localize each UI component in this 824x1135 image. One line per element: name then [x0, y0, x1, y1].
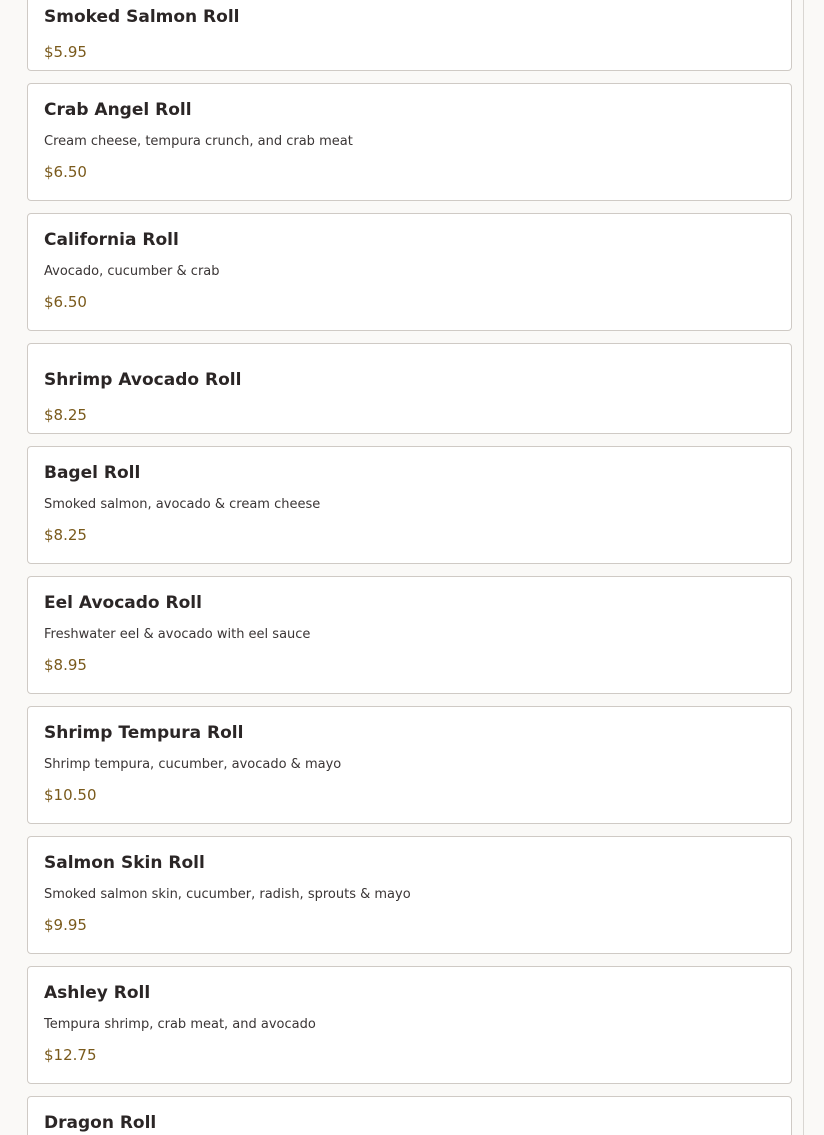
menu-item-price: $8.25: [44, 526, 87, 544]
menu-item-description: Avocado, cucumber & crab: [44, 264, 220, 279]
menu-item-description: Smoked salmon, avocado & cream cheese: [44, 497, 321, 512]
menu-item-card[interactable]: [27, 446, 792, 564]
menu-item-description: Cream cheese, tempura crunch, and crab meat: [44, 134, 353, 149]
menu-item-name: Eel Avocado Roll: [44, 593, 202, 613]
menu-item-card[interactable]: [27, 706, 792, 824]
menu-item-name: Dragon Roll: [44, 1113, 157, 1133]
menu-item-card[interactable]: [27, 0, 792, 71]
menu-item-description: Shrimp tempura, cucumber, avocado & mayo: [44, 757, 342, 772]
menu-item-name: Crab Angel Roll: [44, 100, 192, 120]
menu-item-name: Shrimp Avocado Roll: [44, 370, 242, 390]
menu-item-card[interactable]: [27, 1096, 792, 1135]
menu-item-card[interactable]: [27, 836, 792, 954]
menu-item-name: California Roll: [44, 230, 179, 250]
menu-item-price: $9.95: [44, 916, 87, 934]
menu-item-description: Tempura shrimp, crab meat, and avocado: [44, 1017, 316, 1032]
menu-item-description: Freshwater eel & avocado with eel sauce: [44, 627, 311, 642]
menu-item-name: Ashley Roll: [44, 983, 151, 1003]
menu-item-price: $6.50: [44, 293, 87, 311]
menu-item-card[interactable]: [27, 576, 792, 694]
menu-item-price: $6.50: [44, 163, 87, 181]
menu-item-price: $8.95: [44, 656, 87, 674]
menu-item-card[interactable]: [27, 213, 792, 331]
menu-item-card[interactable]: [27, 343, 792, 434]
menu-item-price: $12.75: [44, 1046, 97, 1064]
menu-item-description: Smoked salmon skin, cucumber, radish, sprouts & mayo: [44, 887, 411, 902]
menu-item-list: [27, 0, 792, 1135]
menu-item-name: Shrimp Tempura Roll: [44, 723, 244, 743]
menu-item-name: Smoked Salmon Roll: [44, 7, 240, 27]
menu-item-card[interactable]: [27, 966, 792, 1084]
menu-item-price: $8.25: [44, 406, 87, 424]
menu-item-card[interactable]: [27, 83, 792, 201]
menu-item-name: Bagel Roll: [44, 463, 141, 483]
menu-item-price: $10.50: [44, 786, 97, 804]
menu-item-price: $5.95: [44, 43, 87, 61]
menu-item-name: Salmon Skin Roll: [44, 853, 205, 873]
